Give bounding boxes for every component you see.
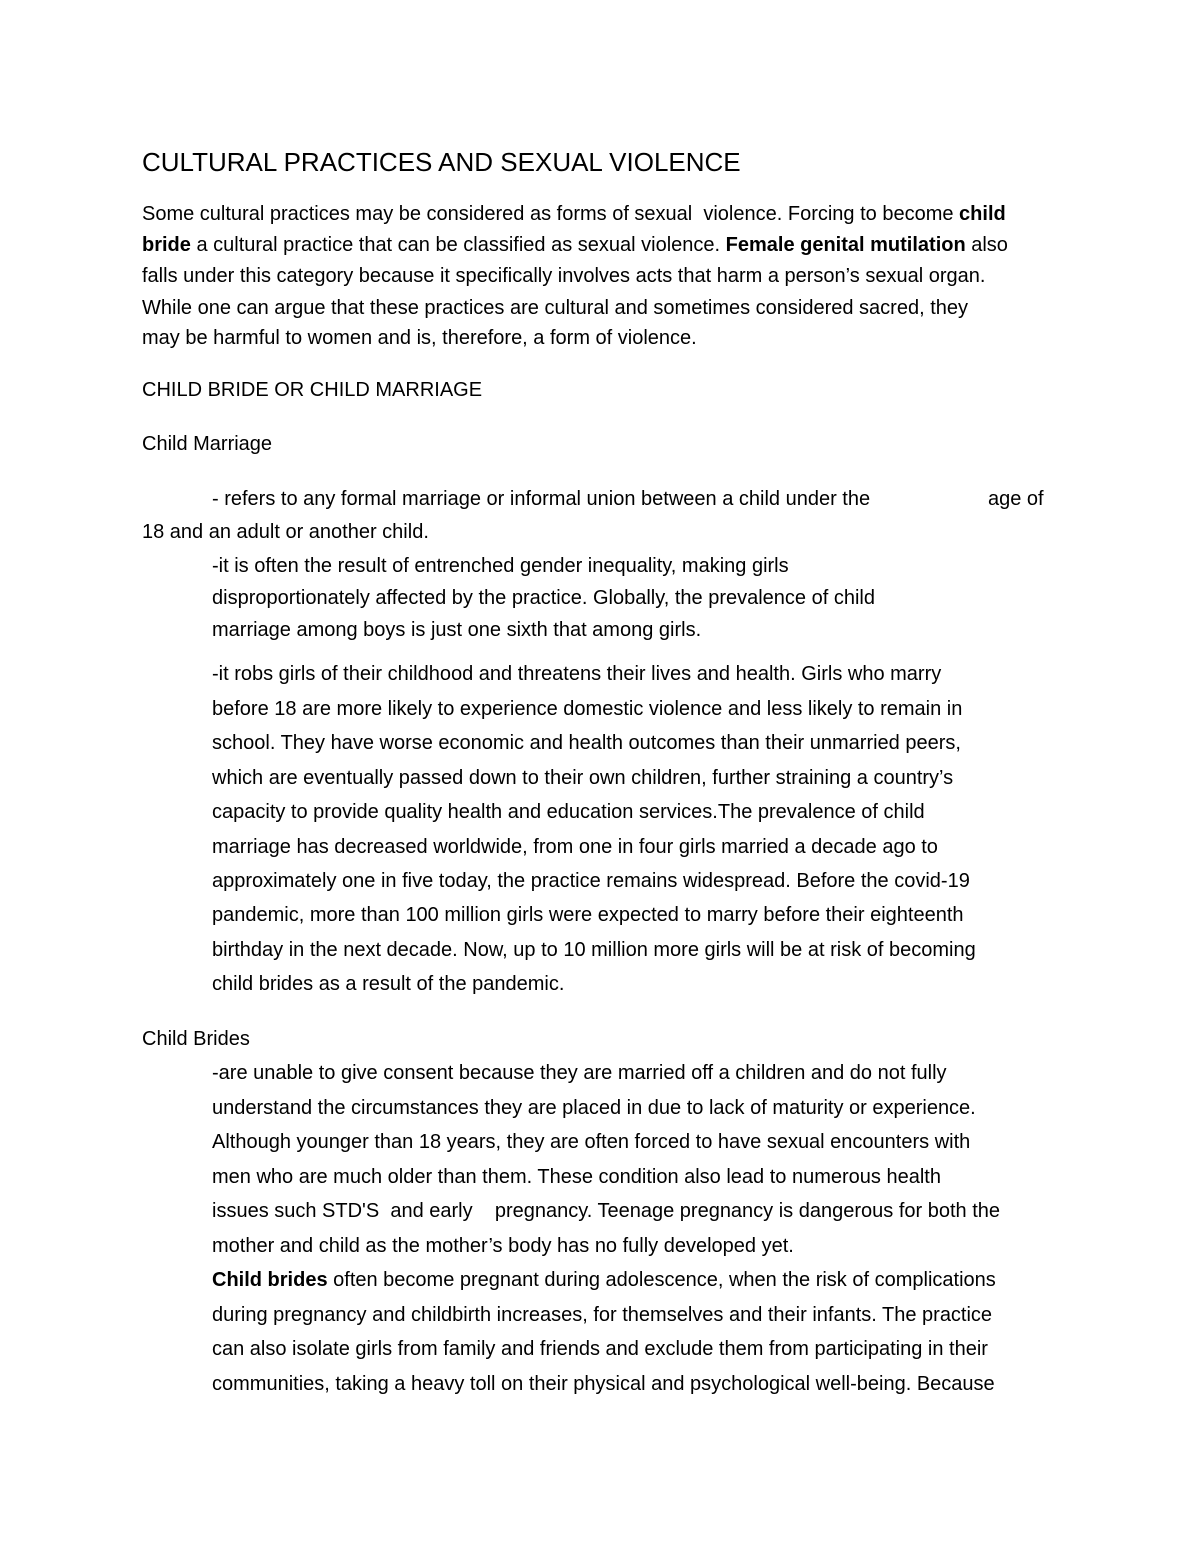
intro-bold-term: bride [142,234,191,256]
child-brides-line: -are unable to give consent because they are married off a children and do not fully [212,1062,947,1084]
child-brides-line [212,1266,996,1294]
child-brides-line: mother and child as the mother’s body has no fully developed yet. [212,1235,794,1257]
child-marriage-line: pandemic, more than 100 million girls were expected to marry before their eighteenth [212,904,964,926]
child-marriage-line: which are eventually passed down to their own children, further straining a country’s [212,767,954,789]
intro-line-5: may be harmful to women and is, therefore, a form of violence. [142,327,697,349]
child-marriage-line: - refers to any formal marriage or informal union between a child under the [212,488,871,510]
intro-line-2 [142,231,1008,259]
intro-line-1 [142,200,1006,228]
intro-line-4: While one can argue that these practices are cultural and sometimes considered sacred, they [142,297,968,319]
section-heading: CHILD BRIDE OR CHILD MARRIAGE [142,379,483,401]
child-marriage-heading: Child Marriage [142,433,273,455]
page-title: CULTURAL PRACTICES AND SEXUAL VIOLENCE [142,147,741,177]
child-brides-text: often become pregnant during adolescence, when the risk of complications [327,1269,996,1291]
child-brides-bold-term: Child brides [212,1269,328,1291]
intro-text: also [965,234,1008,256]
intro-text: a cultural practice that can be classified as sexual violence. [190,234,726,256]
child-brides-line: understand the circumstances they are placed in due to lack of maturity or experience. [212,1097,976,1119]
child-marriage-line: school. They have worse economic and health outcomes than their unmarried peers, [212,732,961,754]
child-marriage-line: marriage among boys is just one sixth that among girls. [212,619,702,641]
child-marriage-line: child brides as a result of the pandemic. [212,973,565,995]
intro-bold-term: child [959,203,1006,225]
child-brides-line: communities, taking a heavy toll on their physical and psychological well-being. Because [212,1373,995,1395]
child-marriage-line: -it is often the result of entrenched gender inequality, making girls [212,555,789,577]
child-marriage-line: 18 and an adult or another child. [142,521,429,543]
child-marriage-line: -it robs girls of their childhood and threatens their lives and health. Girls who marry [212,663,942,685]
child-marriage-line: approximately one in five today, the practice remains widespread. Before the covid-19 [212,870,970,892]
child-marriage-line: marriage has decreased worldwide, from one in four girls married a decade ago to [212,836,938,858]
intro-line-3: falls under this category because it specifically involves acts that harm a person’s sexual organ. [142,265,986,287]
intro-text: Some cultural practices may be considered as forms of sexual violence. Forcing to become [142,203,960,225]
child-marriage-line: age of [988,488,1044,510]
child-brides-heading: Child Brides [142,1028,250,1050]
child-brides-line: can also isolate girls from family and friends and exclude them from participating in their [212,1338,988,1360]
child-brides-line: men who are much older than them. These condition also lead to numerous health [212,1166,941,1188]
child-brides-line: Although younger than 18 years, they are often forced to have sexual encounters with [212,1131,971,1153]
child-marriage-line: capacity to provide quality health and education services.The prevalence of child [212,801,925,823]
child-marriage-line: disproportionately affected by the practice. Globally, the prevalence of child [212,587,875,609]
child-marriage-line: birthday in the next decade. Now, up to 10 million more girls will be at risk of becoming [212,939,976,961]
child-brides-line: issues such STD'S and early pregnancy. Teenage pregnancy is dangerous for both the [212,1200,1000,1222]
intro-bold-term: Female genital mutilation [725,234,966,256]
child-marriage-line: before 18 are more likely to experience domestic violence and less likely to remain in [212,698,963,720]
child-brides-line: during pregnancy and childbirth increases, for themselves and their infants. The practice [212,1304,993,1326]
